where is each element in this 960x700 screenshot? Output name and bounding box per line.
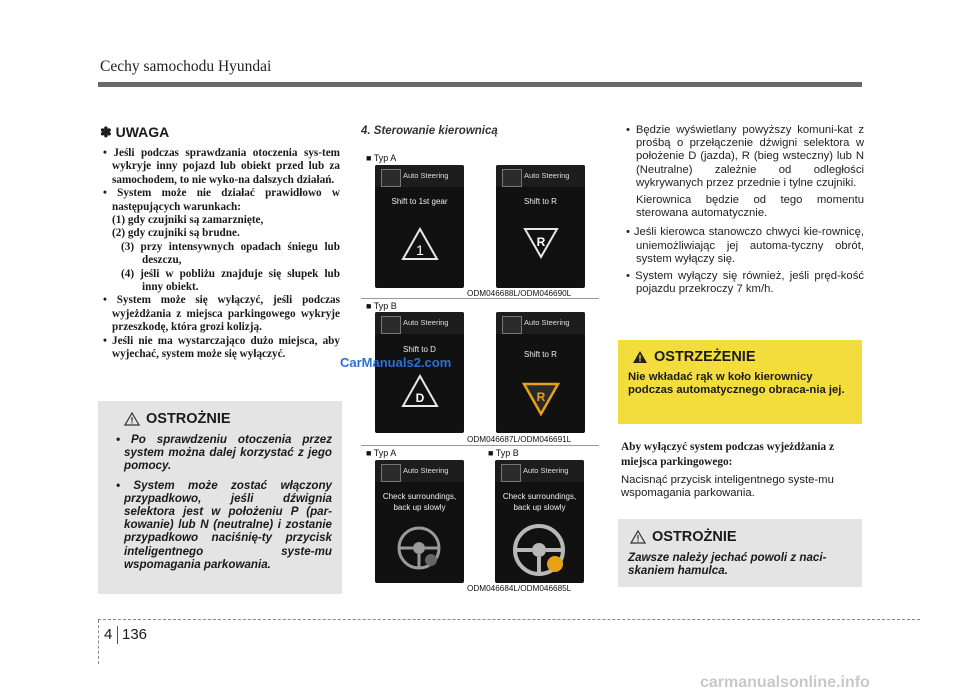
note-item: • System może się wyłączyć, jeśli podczas wyjeżdżania z miejsca parkingowego wykryje przeszkodę, która grozi kolizją. [103, 294, 340, 334]
caution-heading-text: OSTROŻNIE [146, 411, 231, 427]
watermark-top: CarManuals2.com [340, 355, 452, 370]
note-item: • Jeśli podczas sprawdzania otoczenia sys-tem wykryje inny pojazd lub obiekt przed lub za samochodem, to nie wyko-na dalszych działań. [103, 147, 340, 186]
status-icon [501, 464, 521, 482]
caution-item: • System może zostać włączony przypadkowo, jeśli dźwignia selektora jest w położeniu P (par-kowanie) lub N (neutralne) i zostanie przypadkowo naciśnię-ty przycisk inteligentnego syste-mu wspomagania parkowania. [116, 478, 332, 571]
right-item [624, 124, 864, 190]
figure-typ-a-label: ■ Typ A [366, 153, 397, 163]
caution-heading-left [124, 411, 332, 427]
note-subitem: (4) jeśli w pobliżu znajduje się słupek lub inny obiekt. [121, 267, 340, 294]
figure-caption: ODM046688L/ODM046690L [467, 289, 572, 298]
screen-message: back up slowly [393, 503, 446, 512]
screen-message: Shift to 1st gear [391, 197, 448, 206]
right-item-paragraph: Kierownica będzie od tego momentu sterowana automatycznie. [636, 194, 864, 220]
status-icon [502, 169, 522, 187]
status-icon [381, 169, 401, 187]
gear-glyph: 1 [416, 242, 424, 258]
note-item-text: • System może nie działać prawidłowo w następujących warunkach: [103, 187, 340, 213]
status-icon [502, 316, 522, 334]
figure-typ-a-label: ■ Typ A [366, 448, 397, 458]
subsection-body: Nacisnąć przycisk inteligentnego syste-mu wspomagania parkowania. [621, 474, 834, 500]
note-item: • Jeśli nie ma wystarczająco dużo miejsca, aby wyjechać, system może się wyłączyć. [103, 334, 340, 361]
note-list [100, 147, 340, 362]
warning-body: Nie wkładać rąk w koło kierownicy podczas automatycznego obraca-nia jej. [628, 371, 845, 397]
screen-title: Auto Steering [524, 171, 570, 180]
warning-box [618, 340, 862, 424]
warning-heading [632, 349, 852, 365]
figure-typ-b-label: ■ Typ B [366, 301, 397, 311]
screen-title: Auto Steering [523, 466, 569, 475]
running-header: Cechy samochodu Hyundai [100, 58, 272, 75]
steering-wheel-icon [509, 522, 569, 578]
warning-heading-text: OSTRZEŻENIE [654, 349, 756, 365]
figure-caption: ODM046687L/ODM046691L [467, 435, 572, 444]
screen-title: Auto Steering [403, 171, 449, 180]
right-item: • Jeśli kierowca stanowczo chwyci kie-rownicę, uniemożliwiając jej automa-tyczny obrót, system wyłączy się. [626, 226, 864, 265]
steering-wheel-icon [393, 524, 445, 572]
screen-title: Auto Steering [403, 318, 449, 327]
cluster-screen-shift-d [375, 312, 464, 433]
cluster-screen-check-a [375, 460, 464, 583]
screen-message: Shift to D [403, 345, 436, 354]
page-number: 136 [122, 626, 148, 643]
gear-glyph: R [536, 390, 546, 404]
note-heading: ✽ UWAGA [100, 124, 170, 140]
figure-divider [361, 445, 599, 446]
warning-triangle-icon [124, 412, 140, 426]
caution-heading-text: OSTROŻNIE [652, 529, 737, 545]
note-section [100, 124, 340, 362]
screen-title: Auto Steering [403, 466, 449, 475]
chapter-number: 4 [104, 626, 113, 643]
note-subitem: (1) gdy czujniki są zamarznięte, [112, 214, 264, 227]
header-rule [98, 82, 862, 87]
note-subitem: (2) gdy czujniki są brudne. [112, 227, 240, 240]
cluster-screen-shift-1st [375, 165, 464, 288]
warning-triangle-icon [630, 530, 646, 544]
section-title: 4. Sterowanie kierownicą [361, 125, 498, 137]
screen-message: Shift to R [524, 350, 557, 359]
note-item [100, 187, 340, 294]
warning-triangle-icon [632, 350, 648, 364]
subsection-heading: Aby wyłączyć system podczas wyjeżdżania z miejsca parkingowego: [621, 441, 835, 468]
caution-list-left [108, 433, 332, 571]
gear-1-triangle-icon [401, 227, 439, 261]
gear-glyph: R [536, 235, 546, 249]
watermark-bottom: carmanualsonline.info [700, 674, 870, 691]
cluster-screen-shift-r-typ-b [496, 312, 585, 433]
status-icon [381, 464, 401, 482]
caution-box-left [98, 401, 342, 594]
footer-rule [98, 619, 920, 620]
figure-caption: ODM046684L/ODM046685L [467, 584, 572, 593]
caution-body: Zawsze należy jechać powoli z naci-skaniem hamulca. [628, 551, 827, 578]
right-list [624, 124, 864, 300]
right-item-text: • Będzie wyświetlany powyższy komuni-kat z prośbą o przełączenie dźwigni selektora w położenie D (jazda), R (bieg wsteczny) lub N (Neutralne) zależnie od odległości wykrywanych przez przednie i tylne czujniki. [626, 124, 864, 189]
cluster-screen-check-b [495, 460, 584, 583]
gear-d-triangle-icon [401, 374, 439, 408]
gear-r-triangle-orange-icon [522, 382, 560, 416]
screen-message: back up slowly [513, 503, 566, 512]
gear-glyph: D [415, 391, 425, 405]
screen-title: Auto Steering [524, 318, 570, 327]
caution-box-right [618, 519, 862, 587]
page-number-separator [117, 626, 118, 644]
caution-heading-right [630, 529, 852, 545]
caution-item: • Po sprawdzeniu otoczenia przez system można dalej korzystać z jego pomocy. [116, 433, 332, 473]
figure-divider [361, 298, 599, 299]
status-icon [381, 316, 401, 334]
right-item: • System wyłączy się również, jeśli pręd-kość pojazdu przekroczy 7 km/h. [626, 270, 864, 296]
figure-typ-b-label: ■ Typ B [488, 448, 519, 458]
screen-message: Shift to R [524, 197, 557, 206]
footer-vertical-line [98, 620, 99, 664]
gear-r-triangle-icon [523, 227, 559, 259]
cluster-screen-shift-r [496, 165, 585, 288]
screen-message: Check surroundings, [502, 492, 577, 501]
note-subitem: (3) przy intensywnych opadach śniegu lub deszczu, [121, 240, 340, 267]
screen-message: Check surroundings, [382, 492, 457, 501]
